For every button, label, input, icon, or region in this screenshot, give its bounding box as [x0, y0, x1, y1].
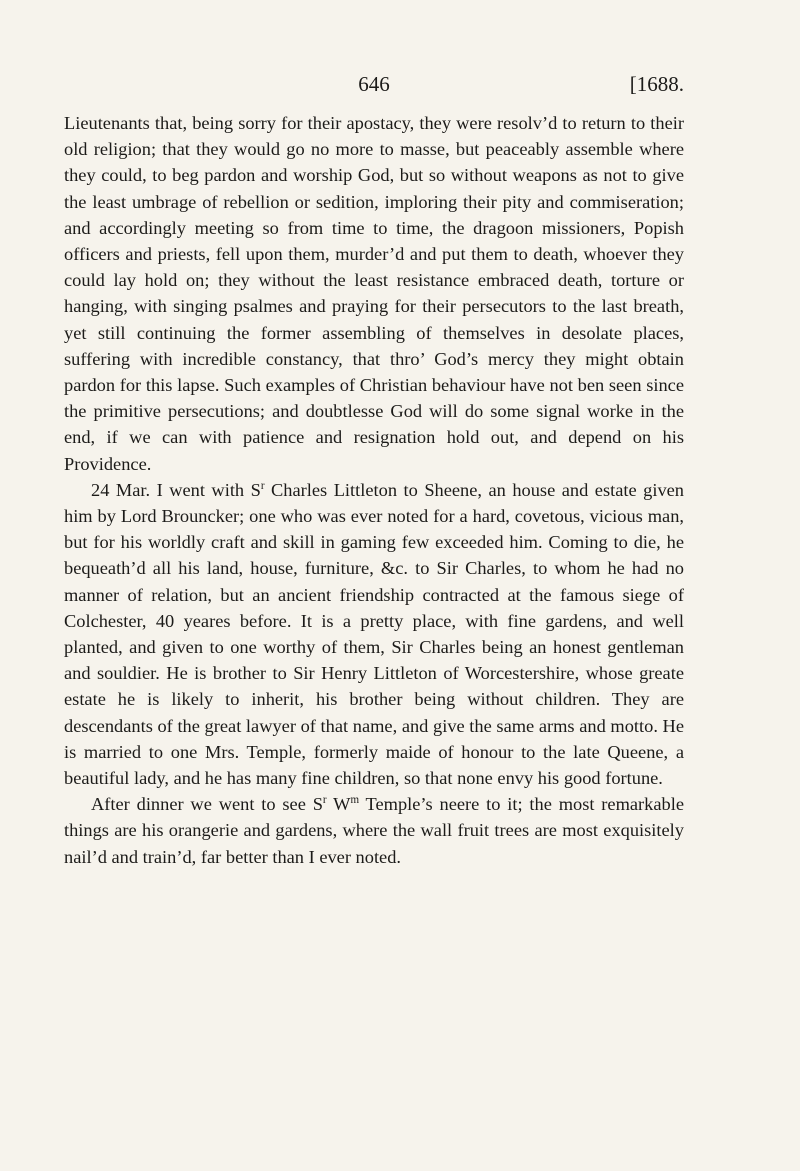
- paragraph-3-part-a: After dinner we went to see S: [91, 794, 323, 815]
- paragraph-3-part-b: W: [326, 794, 351, 815]
- paragraph-3: [64, 791, 684, 870]
- superscript-r: r: [260, 479, 265, 492]
- paragraph-2-part-b: Charles Littleton to Sheene, an house and estate given him by Lord Brouncker; one who was ever noted for a hard, covetous, vicious man, but for his worldly craft and skill in gaming few exceeded him. Coming to die, he bequeath’d all his land, house, furniture, &c. to Sir Charles, to whom he had no manner of relation, but an ancient friendship contracted at the famous siege of Colchester, 40 yeares before. It is a pretty place, with fine gardens, and well planted, and given to one worthy of them, Sir Charles being an honest gentleman and souldier. He is brother to Sir Henry Littleton of Worcestershire, whose greate estate he is likely to inherit, his brother being without children. They are descendants of the great lawyer of that name, and give the same arms and motto. He is married to one Mrs. Temple, formerly maide of honour to the late Queene, a beautiful lady, and he has many fine children, so that none envy his good fortune.: [64, 479, 684, 789]
- paragraph-3-part-c: Temple’s neere to it; the most remarkable things are his orangerie and gardens, where the wall fruit trees are most exquisitely nail’d and train’d, far better than I ever noted.: [64, 794, 685, 867]
- body-text: [64, 110, 684, 870]
- paragraph-2-part-a: 24 Mar. I went with S: [91, 479, 261, 500]
- running-header: [64, 72, 684, 102]
- superscript-m: m: [350, 794, 360, 807]
- superscript-r: r: [322, 794, 327, 807]
- year-reference: [1688.: [629, 72, 684, 96]
- paragraph-1: Lieutenants that, being sorry for their apostacy, they were resolv’d to return to their old religion; that they would go no more to masse, but peaceably assemble where they could, to beg pardon and worship God, but so without weapons as not to give the least umbrage of rebellion or sedition, imploring their pity and commiseration; and accordingly meeting so from time to time, the dragoon missioners, Popish officers and priests, fell upon them, murder’d and put them to death, whoever they could lay hold on; they without the least resistance embraced death, torture or hanging, with singing psalmes and praying for their persecutors to the last breath, yet still continuing the former assembling of themselves in desolate places, suffering with incredible constancy, that thro’ God’s mercy they might obtain pardon for this lapse. Such examples of Christian behaviour have not ben seen since the primitive persecutions; and doubtlesse God will do some signal worke in the end, if we can with patience and resignation hold out, and depend on his Providence.: [64, 113, 684, 474]
- page-number: 646: [358, 72, 390, 96]
- paragraph-2: [64, 477, 684, 791]
